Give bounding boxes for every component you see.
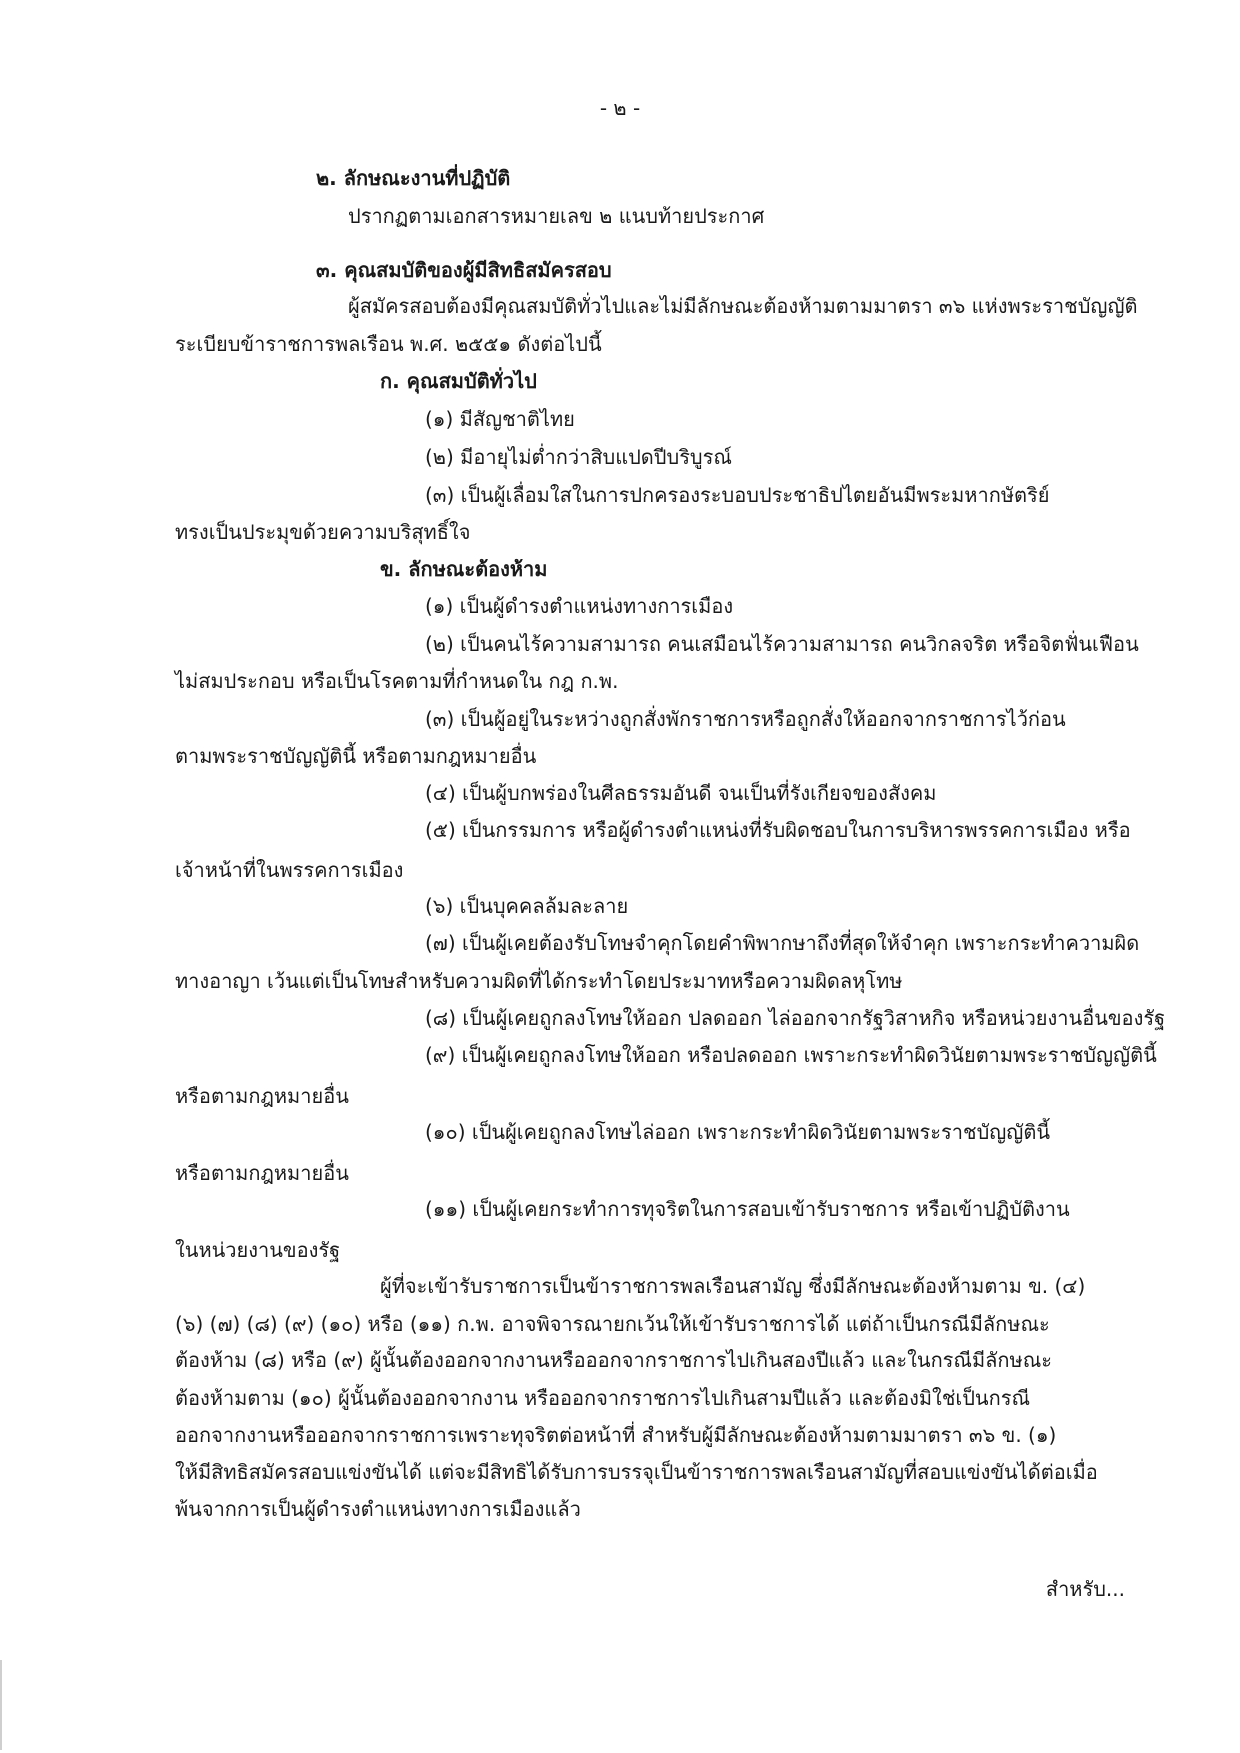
prohibited-item-1: (๑) เป็นผู้ดำรงตำแหน่งทางการเมือง	[425, 594, 734, 618]
prohibited-item-11-line-1: (๑๑) เป็นผู้เคยกระทำการทุจริตในการสอบเข้ารับราชการ หรือเข้าปฏิบัติงาน	[425, 1197, 1070, 1221]
prohibited-item-11-line-2: ในหน่วยงานของรัฐ	[175, 1238, 341, 1262]
prohibited-item-3-line-1: (๓) เป็นผู้อยู่ในระหว่างถูกสั่งพักราชการหรือถูกสั่งให้ออกจากราชการไว้ก่อน	[425, 707, 1066, 731]
note-line-4: ต้องห้ามตาม (๑๐) ผู้นั้นต้องออกจากงาน หรือออกจากราชการไปเกินสามปีแล้ว และต้องมิใช่เป็นกรณี	[175, 1386, 1030, 1410]
section-2-heading: ๒. ลักษณะงานที่ปฏิบัติ	[316, 166, 511, 190]
prohibited-item-7-line-2: ทางอาญา เว้นแต่เป็นโทษสำหรับความผิดที่ได้กระทำโดยประมาทหรือความผิดลหุโทษ	[175, 969, 903, 993]
section-2-body: ปรากฏตามเอกสารหมายเลข ๒ แนบท้ายประกาศ	[348, 204, 765, 228]
prohibited-heading: ข. ลักษณะต้องห้าม	[380, 557, 548, 581]
prohibited-item-10-line-2: หรือตามกฎหมายอื่น	[175, 1161, 349, 1185]
prohibited-item-10-line-1: (๑๐) เป็นผู้เคยถูกลงโทษไล่ออก เพราะกระทำผิดวินัยตามพระราชบัญญัตินี้	[425, 1120, 1050, 1144]
note-line-1: ผู้ที่จะเข้ารับราชการเป็นข้าราชการพลเรือนสามัญ ซึ่งมีลักษณะต้องห้ามตาม ข. (๔)	[380, 1274, 1086, 1298]
note-line-2: (๖) (๗) (๘) (๙) (๑๐) หรือ (๑๑) ก.พ. อาจพิจารณายกเว้นให้เข้ารับราชการได้ แต่ถ้าเป็นกรณีมีลักษณะ	[175, 1312, 1050, 1336]
prohibited-item-6: (๖) เป็นบุคคลล้มละลาย	[425, 894, 629, 918]
note-line-7: พ้นจากการเป็นผู้ดำรงตำแหน่งทางการเมืองแล้ว	[175, 1497, 581, 1521]
general-qualifications-heading: ก. คุณสมบัติทั่วไป	[380, 369, 537, 393]
general-item-1: (๑) มีสัญชาติไทย	[425, 407, 575, 431]
prohibited-item-7-line-1: (๗) เป็นผู้เคยต้องรับโทษจำคุกโดยคำพิพากษาถึงที่สุดให้จำคุก เพราะกระทำความผิด	[425, 931, 1140, 955]
section-3-intro-line-2: ระเบียบข้าราชการพลเรือน พ.ศ. ๒๕๕๑ ดังต่อไปนี้	[175, 332, 602, 356]
note-line-6: ให้มีสิทธิสมัครสอบแข่งขันได้ แต่จะมีสิทธิได้รับการบรรจุเป็นข้าราชการพลเรือนสามัญที่สอบแข่งขันได้ต่อเมื่อ	[175, 1460, 1098, 1484]
prohibited-item-9-line-2: หรือตามกฎหมายอื่น	[175, 1084, 349, 1108]
prohibited-item-3-line-2: ตามพระราชบัญญัตินี้ หรือตามกฎหมายอื่น	[175, 744, 537, 768]
section-3-intro-line-1: ผู้สมัครสอบต้องมีคุณสมบัติทั่วไปและไม่มีลักษณะต้องห้ามตามมาตรา ๓๖ แห่งพระราชบัญญัติ	[348, 294, 1138, 318]
continuation-marker: สำหรับ...	[1045, 1577, 1125, 1601]
prohibited-item-2-line-1: (๒) เป็นคนไร้ความสามารถ คนเสมือนไร้ความสามารถ คนวิกลจริต หรือจิตฟั่นเฟือน	[425, 632, 1139, 656]
general-item-2: (๒) มีอายุไม่ต่ำกว่าสิบแปดปีบริบูรณ์	[425, 445, 732, 469]
prohibited-item-4: (๔) เป็นผู้บกพร่องในศีลธรรมอันดี จนเป็นที่รังเกียจของสังคม	[425, 781, 937, 805]
general-item-3-line-2: ทรงเป็นประมุขด้วยความบริสุทธิ์ใจ	[175, 520, 471, 544]
section-3-heading: ๓. คุณสมบัติของผู้มีสิทธิสมัครสอบ	[316, 258, 612, 282]
prohibited-item-5-line-2: เจ้าหน้าที่ในพรรคการเมือง	[175, 858, 404, 882]
prohibited-item-8: (๘) เป็นผู้เคยถูกลงโทษให้ออก ปลดออก ไล่ออกจากรัฐวิสาหกิจ หรือหน่วยงานอื่นของรัฐ	[425, 1006, 1166, 1030]
prohibited-item-9-line-1: (๙) เป็นผู้เคยถูกลงโทษให้ออก หรือปลดออก เพราะกระทำผิดวินัยตามพระราชบัญญัตินี้	[425, 1043, 1157, 1067]
general-item-3-line-1: (๓) เป็นผู้เลื่อมใสในการปกครองระบอบประชาธิปไตยอันมีพระมหากษัตริย์	[425, 483, 1050, 507]
note-line-5: ออกจากงานหรือออกจากราชการเพราะทุจริตต่อหน้าที่ สำหรับผู้มีลักษณะต้องห้ามตามมาตรา ๓๖ ข. (๑)	[175, 1423, 1057, 1447]
prohibited-item-5-line-1: (๕) เป็นกรรมการ หรือผู้ดำรงตำแหน่งที่รับผิดชอบในการบริหารพรรคการเมือง หรือ	[425, 818, 1131, 842]
prohibited-item-2-line-2: ไม่สมประกอบ หรือเป็นโรคตามที่กำหนดใน กฎ ก.พ.	[175, 669, 619, 693]
scan-edge-mark	[0, 1660, 2, 1750]
note-line-3: ต้องห้าม (๘) หรือ (๙) ผู้นั้นต้องออกจากงานหรือออกจากราชการไปเกินสองปีแล้ว และในกรณีมีลักษณะ	[175, 1348, 1053, 1372]
page-number: - ๒ -	[599, 96, 641, 120]
